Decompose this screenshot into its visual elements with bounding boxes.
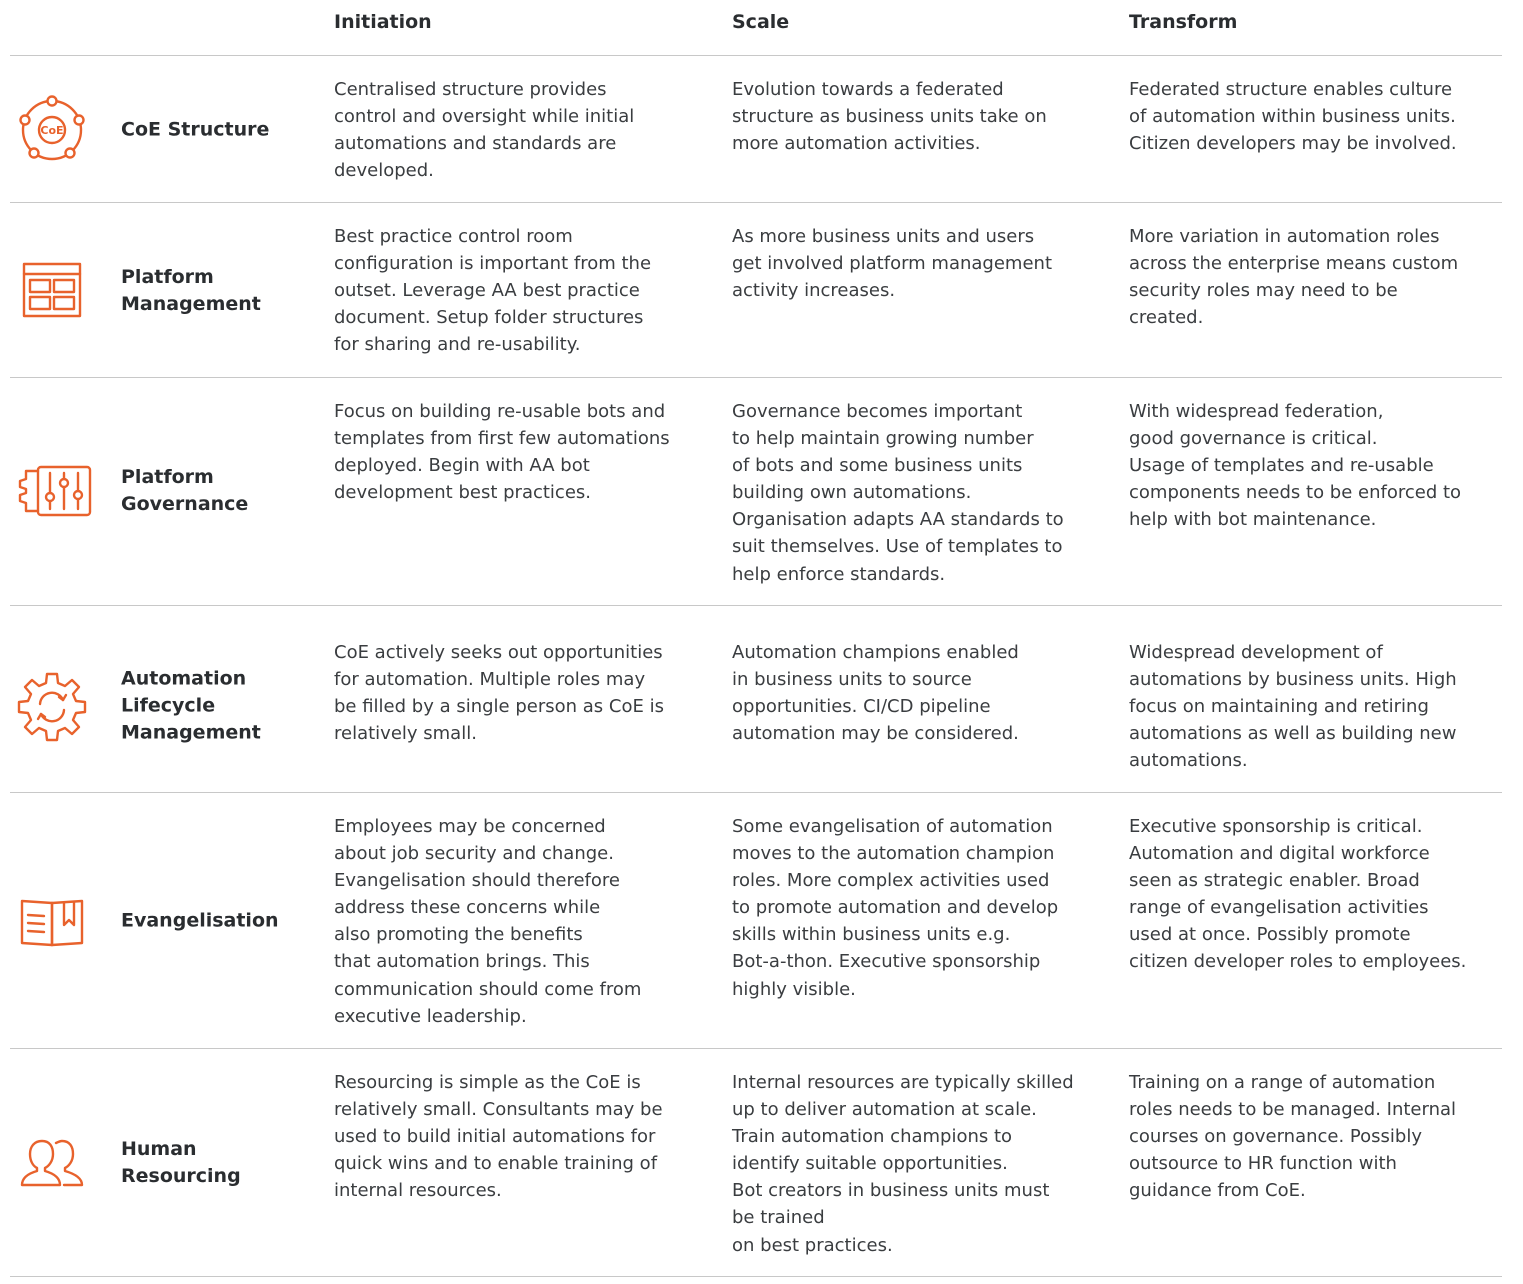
divider [10, 55, 1502, 56]
cell-transform: Widespread development of automations by business units. High focus on maintaining and retiring automations as well as building new automations. [1129, 642, 1457, 772]
cell-initiation: Best practice control room configuration is important from the outset. Leverage AA best practice document. Setup folder structures for sharing and re-usability. [334, 226, 652, 356]
cell-initiation: CoE actively seeks out opportunities for automation. Multiple roles may be filled by a single person as CoE is relatively small. [334, 642, 664, 745]
cell-transform: Training on a range of automation roles needs to be managed. Internal courses on governance. Possibly outsource to HR function with guidance from CoE. [1129, 1072, 1457, 1202]
cell-transform: Federated structure enables culture of automation within business units. Citizen developers may be involved. [1129, 79, 1457, 155]
cell-scale: Automation champions enabled in business units to source opportunities. CI/CD pipeline automation may be considered. [732, 642, 1019, 745]
dashboard-grid-icon [12, 250, 92, 330]
divider [10, 792, 1502, 793]
divider [10, 1276, 1502, 1277]
cell-initiation: Employees may be concerned about job security and change. Evangelisation should therefore address these concerns while also promoting the benefits that automation brings. This communication should come from executive leadership. [334, 816, 642, 1027]
svg-text:CoE: CoE [40, 124, 64, 137]
gear-cycle-icon [12, 666, 92, 746]
cell-initiation: Resourcing is simple as the CoE is relatively small. Consultants may be used to build initial automations for quick wins and to enable training of internal resources. [334, 1072, 663, 1202]
divider [10, 377, 1502, 378]
row-label-automation-lifecycle-management: Automation Lifecycle Management [121, 667, 261, 744]
row-label-platform-governance: Platform Governance [121, 466, 249, 515]
row-label-coe-structure: CoE Structure [121, 118, 270, 141]
cell-transform: More variation in automation roles across the enterprise means custom security roles may need to be created. [1129, 226, 1459, 329]
divider [10, 605, 1502, 606]
cell-scale: Governance becomes important to help maintain growing number of bots and some business units building own automations. Organisation adapts AA standards to suit themselves. Use of templates to help enforce standards. [732, 401, 1064, 585]
divider [10, 202, 1502, 203]
coe-network-icon [12, 90, 92, 170]
row-label-evangelisation: Evangelisation [121, 909, 279, 932]
header-initiation: Initiation [334, 11, 432, 33]
cell-scale: As more business units and users get involved platform management activity increases. [732, 226, 1053, 302]
people-icon [12, 1123, 92, 1203]
cell-initiation: Centralised structure provides control and oversight while initial automations and standards are developed. [334, 79, 635, 182]
gear-sliders-icon [12, 451, 92, 531]
cell-transform: Executive sponsorship is critical. Automation and digital workforce seen as strategic enabler. Broad range of evangelisation activities used at once. Possibly promote citizen developer roles to employees. [1129, 816, 1467, 973]
header-transform: Transform [1129, 11, 1238, 33]
row-label-human-resourcing: Human Resourcing [121, 1138, 241, 1187]
row-label-platform-management: Platform Management [121, 266, 261, 315]
cell-scale: Internal resources are typically skilled up to deliver automation at scale. Train automation champions to identify suitable opportunities. Bot creators in business units must be trained on best practices. [732, 1072, 1074, 1256]
cell-transform: With widespread federation, good governance is critical. Usage of templates and re-usable components needs to be enforced to help with bot maintenance. [1129, 401, 1462, 531]
open-book-icon [12, 881, 92, 961]
cell-scale: Evolution towards a federated structure as business units take on more automation activities. [732, 79, 1047, 155]
cell-scale: Some evangelisation of automation moves to the automation champion roles. More complex activities used to promote automation and develop skills within business units e.g. Bot-a-thon. Executive sponsorship highly visible. [732, 816, 1059, 1000]
header-scale: Scale [732, 11, 790, 33]
divider [10, 1048, 1502, 1049]
cell-initiation: Focus on building re-usable bots and templates from first few automations deployed. Begin with AA bot development best practices. [334, 401, 670, 504]
